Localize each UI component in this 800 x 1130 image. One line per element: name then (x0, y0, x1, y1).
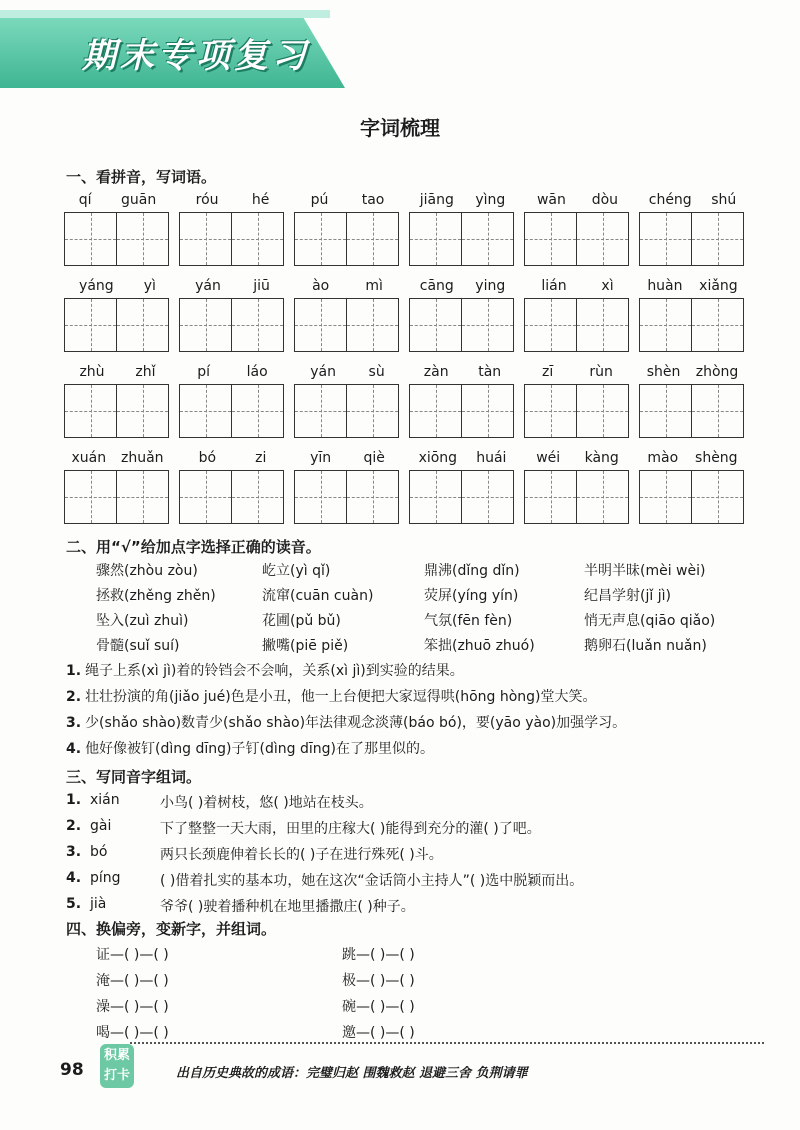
pinyin (524, 192, 631, 208)
pinyin-syllable: ào (312, 278, 330, 294)
pinyin-syllable: yáng (79, 278, 114, 294)
pinyin (294, 450, 401, 466)
pinyin-syllable: yīn (310, 450, 332, 466)
radical-item-left[interactable]: 淹—( )—( ) (96, 973, 169, 989)
pinyin (64, 278, 171, 294)
writing-boxes (64, 384, 171, 438)
pinyin-syllable: sù (368, 364, 385, 380)
page-number: 98 (60, 1060, 84, 1080)
pinyin-syllable: láo (246, 364, 268, 380)
writing-boxes (179, 384, 286, 438)
sentence-number: 1. (66, 663, 82, 679)
footer-text: 出自历史典故的成语：完璧归赵 围魏救赵 退避三舍 负荆请罪 (176, 1066, 528, 1081)
writing-cell[interactable] (294, 298, 347, 352)
banner-title: 期末专项复习 (82, 36, 310, 76)
pinyin-syllable: bó (198, 450, 217, 466)
writing-cell[interactable] (64, 298, 117, 352)
reading-item[interactable]: 拯救(zhěng zhěn) (96, 588, 216, 604)
writing-boxes (64, 212, 171, 266)
pinyin (524, 278, 631, 294)
homophone-pinyin: gài (90, 818, 112, 834)
writing-cell[interactable] (524, 298, 577, 352)
pinyin-syllable: chéng (648, 192, 692, 208)
writing-boxes (64, 470, 171, 524)
pinyin (639, 192, 746, 208)
writing-boxes (639, 384, 746, 438)
pinyin (639, 450, 746, 466)
writing-cell[interactable] (231, 384, 284, 438)
writing-boxes (294, 470, 401, 524)
writing-boxes (294, 212, 401, 266)
section2-heading: 二、用“√”给加点字选择正确的读音。 (66, 538, 321, 556)
radical-item-right[interactable]: 极—( )—( ) (342, 973, 415, 989)
pinyin-syllable: mào (647, 450, 679, 466)
pinyin (64, 192, 171, 208)
writing-boxes (294, 298, 401, 352)
homophone-number: 3. (66, 844, 82, 860)
writing-cell[interactable] (524, 470, 577, 524)
writing-boxes (639, 298, 746, 352)
reading-item[interactable]: 笨拙(zhuō zhuó) (424, 638, 535, 654)
sentence-number: 4. (66, 741, 82, 757)
writing-cell[interactable] (691, 470, 744, 524)
pinyin-syllable: guān (121, 192, 157, 208)
reading-item[interactable]: 坠入(zuì zhuì) (96, 613, 189, 629)
pinyin (294, 192, 401, 208)
writing-cell[interactable] (639, 470, 692, 524)
writing-cell[interactable] (524, 384, 577, 438)
sentence (66, 660, 464, 680)
writing-cell[interactable] (461, 212, 514, 266)
writing-cell[interactable] (409, 470, 462, 524)
pinyin-syllable: yán (195, 278, 221, 294)
pinyin-syllable: shú (711, 192, 737, 208)
pinyin-syllable: pú (310, 192, 329, 208)
pinyin-syllable: jiāng (419, 192, 454, 208)
pinyin-syllable: yì (143, 278, 156, 294)
pinyin-syllable: zi (255, 450, 267, 466)
homophone-number: 5. (66, 896, 82, 912)
sentence-text[interactable]: 绳子上系(xì jì)着的铃铛会不会响，关系(xì jì)到实验的结果。 (85, 663, 464, 679)
pinyin (639, 278, 746, 294)
writing-boxes (179, 212, 286, 266)
writing-cell[interactable] (64, 212, 117, 266)
homophone-number: 2. (66, 818, 82, 834)
pinyin-syllable: ying (475, 278, 506, 294)
pinyin-syllable: wéi (536, 450, 561, 466)
writing-cell[interactable] (576, 470, 629, 524)
pinyin-syllable: huàn (647, 278, 683, 294)
writing-cell[interactable] (116, 470, 169, 524)
pinyin-syllable: qiè (363, 450, 385, 466)
reading-item[interactable]: 撇嘴(piē piě) (262, 638, 349, 654)
sentence (66, 738, 434, 758)
writing-cell[interactable] (691, 212, 744, 266)
reading-item[interactable]: 流窜(cuān cuàn) (262, 588, 374, 604)
pinyin (179, 278, 286, 294)
pinyin (179, 450, 286, 466)
writing-cell[interactable] (231, 298, 284, 352)
pinyin-syllable: qí (78, 192, 92, 208)
writing-cell[interactable] (461, 384, 514, 438)
pinyin-syllable: tao (361, 192, 385, 208)
writing-boxes (524, 470, 631, 524)
writing-cell[interactable] (64, 470, 117, 524)
pinyin (179, 192, 286, 208)
homophone-sentence[interactable]: ( )借着扎实的基本功，她在这次“金话筒小主持人”( )选中脱颖而出。 (160, 873, 584, 889)
writing-cell[interactable] (461, 470, 514, 524)
page-title: 字词梳理 (360, 116, 440, 140)
radical-item-left[interactable]: 证—( )—( ) (96, 947, 169, 963)
pinyin (64, 364, 171, 380)
pinyin-syllable: kàng (584, 450, 619, 466)
writing-cell[interactable] (524, 212, 577, 266)
badge-line1: 积累 (103, 1048, 130, 1063)
writing-boxes (524, 384, 631, 438)
writing-cell[interactable] (461, 298, 514, 352)
homophone-pinyin: píng (90, 870, 121, 886)
pinyin (294, 364, 401, 380)
pinyin (409, 192, 516, 208)
pinyin-syllable: lián (541, 278, 567, 294)
writing-cell[interactable] (116, 298, 169, 352)
pinyin (409, 450, 516, 466)
pinyin-syllable: shèng (695, 450, 738, 466)
writing-cell[interactable] (294, 212, 347, 266)
writing-cell[interactable] (639, 212, 692, 266)
section1-heading: 一、看拼音，写词语。 (66, 168, 217, 186)
pinyin-syllable: zhù (79, 364, 105, 380)
writing-cell[interactable] (346, 470, 399, 524)
pinyin-syllable: tàn (478, 364, 502, 380)
reading-item[interactable]: 半明半昧(mèi wèi) (584, 563, 706, 579)
writing-cell[interactable] (576, 384, 629, 438)
reading-item[interactable]: 屹立(yì qǐ) (262, 563, 331, 579)
footer-divider (130, 1042, 764, 1044)
homophone-sentence[interactable]: 爷爷( )驶着播种机在地里播撒庄( )种子。 (160, 899, 415, 915)
homophone-pinyin: xián (90, 792, 120, 808)
reading-item[interactable]: 骨髓(suǐ suí) (96, 638, 180, 654)
radical-item-left[interactable]: 喝—( )—( ) (96, 1025, 169, 1041)
writing-cell[interactable] (346, 384, 399, 438)
pinyin-syllable: hé (251, 192, 270, 208)
writing-cell[interactable] (691, 384, 744, 438)
writing-cell[interactable] (64, 384, 117, 438)
writing-boxes (179, 298, 286, 352)
writing-boxes (294, 384, 401, 438)
writing-cell[interactable] (294, 384, 347, 438)
homophone-number: 4. (66, 870, 82, 886)
pinyin-syllable: cāng (419, 278, 454, 294)
pinyin (639, 364, 746, 380)
radical-item-left[interactable]: 澡—( )—( ) (96, 999, 169, 1015)
writing-cell[interactable] (409, 298, 462, 352)
writing-boxes (409, 212, 516, 266)
writing-cell[interactable] (639, 298, 692, 352)
pinyin-syllable: pí (197, 364, 211, 380)
writing-boxes (409, 298, 516, 352)
pinyin-syllable: huái (476, 450, 507, 466)
reading-item[interactable]: 气氛(fēn fèn) (424, 613, 513, 629)
writing-boxes (524, 298, 631, 352)
banner-accent (0, 10, 330, 18)
homophone-sentence[interactable]: 小鸟( )着树枝，悠( )地站在枝头。 (160, 795, 373, 811)
writing-cell[interactable] (346, 298, 399, 352)
pinyin-syllable: xì (601, 278, 614, 294)
pinyin (409, 364, 516, 380)
pinyin (524, 450, 631, 466)
pinyin-syllable: zhǐ (135, 364, 156, 380)
pinyin-syllable: zhuǎn (120, 450, 164, 466)
homophone-sentence[interactable]: 两只长颈鹿伸着长长的( )子在进行殊死( )斗。 (160, 847, 443, 863)
writing-cell[interactable] (231, 470, 284, 524)
radical-item-right[interactable]: 邀—( )—( ) (342, 1025, 415, 1041)
sentence-text[interactable]: 他好像被钉(dìng dīng)子钉(dìng dīng)在了那里似的。 (85, 741, 434, 757)
pinyin (64, 450, 171, 466)
homophone-pinyin: jià (90, 896, 107, 912)
writing-boxes (179, 470, 286, 524)
radical-item-right[interactable]: 跳—( )—( ) (342, 947, 415, 963)
writing-boxes (64, 298, 171, 352)
pinyin-syllable: xiǎng (699, 278, 738, 294)
pinyin-syllable: xuán (71, 450, 107, 466)
section3-heading: 三、写同音字组词。 (66, 768, 202, 786)
homophone-pinyin: bó (90, 844, 108, 860)
writing-cell[interactable] (639, 384, 692, 438)
pinyin-syllable: yán (310, 364, 337, 380)
writing-cell[interactable] (179, 212, 232, 266)
writing-cell[interactable] (576, 212, 629, 266)
pinyin (179, 364, 286, 380)
badge-line2: 打卡 (103, 1068, 130, 1083)
pinyin-syllable: mì (365, 278, 383, 294)
reading-item[interactable]: 纪昌学射(jǐ jì) (584, 588, 671, 604)
reading-item[interactable]: 骤然(zhòu zòu) (96, 563, 198, 579)
badge (100, 1044, 134, 1088)
pinyin-syllable: zàn (423, 364, 449, 380)
pinyin-syllable: zī (542, 364, 554, 380)
sentence (66, 712, 626, 732)
writing-boxes (524, 212, 631, 266)
reading-item[interactable]: 悄无声息(qiāo qiǎo) (584, 613, 716, 629)
writing-cell[interactable] (691, 298, 744, 352)
homophone-sentence[interactable]: 下了整整一天大雨，田里的庄稼大( )能得到充分的灌( )了吧。 (160, 821, 541, 837)
pinyin-syllable: xiōng (418, 450, 458, 466)
pinyin-syllable: yìng (475, 192, 506, 208)
homophone-number: 1. (66, 792, 82, 808)
pinyin-syllable: shèn (646, 364, 681, 380)
sentence-number: 3. (66, 715, 82, 731)
sentence (66, 686, 597, 706)
pinyin-syllable: jiū (253, 278, 270, 294)
sentence-text[interactable]: 壮壮扮演的角(jiǎo jué)色是小丑，他一上台便把大家逗得哄(hōng hòng)堂大笑。 (85, 689, 597, 705)
writing-cell[interactable] (576, 298, 629, 352)
pinyin (409, 278, 516, 294)
reading-item[interactable]: 鹅卵石(luǎn nuǎn) (584, 638, 707, 654)
pinyin-syllable: rùn (589, 364, 613, 380)
header-banner (0, 0, 365, 90)
reading-item[interactable]: 荧屏(yíng yín) (424, 588, 519, 604)
writing-boxes (409, 384, 516, 438)
writing-cell[interactable] (179, 384, 232, 438)
writing-cell[interactable] (179, 298, 232, 352)
writing-boxes (639, 212, 746, 266)
sentence-text[interactable]: 少(shǎo shào)数青少(shǎo shào)年法律观念淡薄(báo bó)，要(yāo yào)加强学习。 (85, 715, 627, 731)
writing-boxes (409, 470, 516, 524)
radical-item-right[interactable]: 碗—( )—( ) (342, 999, 415, 1015)
pinyin-syllable: róu (195, 192, 219, 208)
sentence-number: 2. (66, 689, 82, 705)
writing-cell[interactable] (116, 384, 169, 438)
reading-item[interactable]: 花圃(pǔ bǔ) (262, 613, 341, 629)
section4-heading: 四、换偏旁，变新字，并组词。 (66, 920, 277, 938)
writing-cell[interactable] (116, 212, 169, 266)
writing-cell[interactable] (409, 212, 462, 266)
pinyin-syllable: zhòng (695, 364, 739, 380)
pinyin-syllable: dòu (591, 192, 619, 208)
pinyin (524, 364, 631, 380)
writing-cell[interactable] (294, 470, 347, 524)
writing-cell[interactable] (231, 212, 284, 266)
writing-cell[interactable] (179, 470, 232, 524)
writing-cell[interactable] (346, 212, 399, 266)
writing-boxes (639, 470, 746, 524)
pinyin-syllable: wān (536, 192, 566, 208)
writing-cell[interactable] (409, 384, 462, 438)
reading-item[interactable]: 鼎沸(dǐng dǐn) (424, 563, 520, 579)
pinyin (294, 278, 401, 294)
